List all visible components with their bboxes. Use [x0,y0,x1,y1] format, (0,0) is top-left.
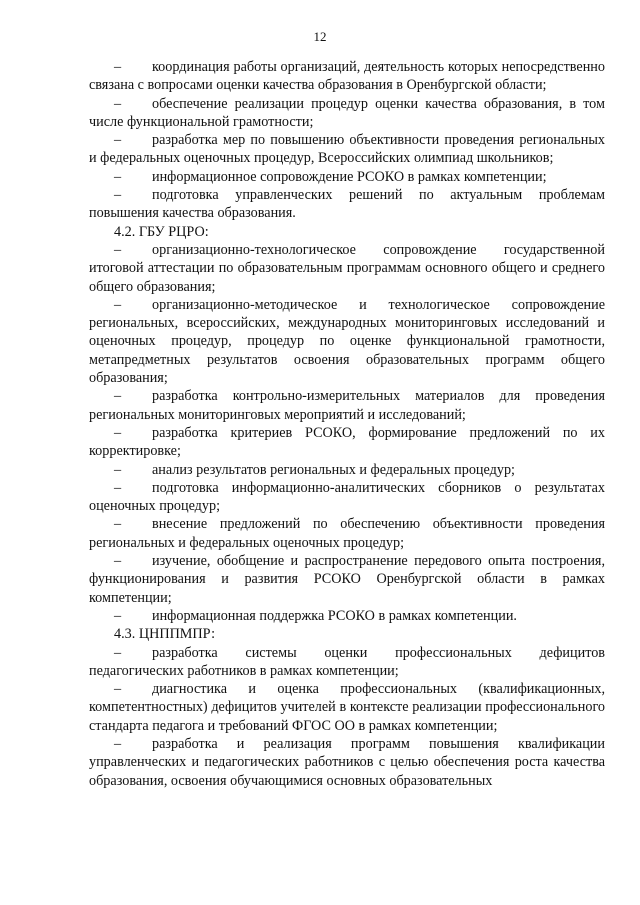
dash-bullet: – [114,296,122,313]
list-item [89,387,605,424]
dash-bullet: – [114,553,122,570]
list-item [89,479,605,516]
list-item [89,515,605,552]
item-text: диагностика и оценка профессиональных (квалификационных, компетентностных) дефицитов учителей в контексте реализации профессионального стандарта педагога и требований ФГОС ОО в рамках компетенции; [89,681,605,734]
dash-bullet: – [114,479,122,496]
list-item [89,607,605,625]
dash-bullet: – [114,168,122,185]
list-item [89,552,605,607]
dash-bullet: – [114,388,122,405]
list-item [89,680,605,735]
dash-bullet: – [114,461,122,478]
dash-bullet: – [114,607,122,624]
item-text: разработка критериев РСОКО, формирование предложений по их корректировке; [89,424,605,460]
list-item [89,241,605,296]
page-number: 12 [313,29,327,44]
item-text: подготовка информационно-аналитических сборников о результатах оценочных процедур; [89,479,605,515]
list-item [89,58,605,95]
document-body [89,58,605,790]
list-item [89,461,605,479]
dash-bullet: – [114,241,122,258]
dash-bullet: – [114,424,122,441]
list-item [89,186,605,223]
list-item [89,296,605,387]
dash-bullet: – [114,735,122,752]
list-item [89,735,605,790]
list-item [89,95,605,132]
item-text: организационно-технологическое сопровождение государственной итоговой аттестации по образовательным программам основного общего и среднего общего образования; [89,241,605,295]
item-text: информационная поддержка РСОКО в рамках компетенции. [152,607,517,624]
item-text: обеспечение реализации процедур оценки качества образования, в том числе функциональной грамотности; [89,95,605,130]
dash-bullet: – [114,95,122,112]
item-text: 4.3. ЦНППМПР: [114,626,216,643]
item-text: организационно-методическое и технологическое сопровождение региональных, всероссийских, международных мониторинговых исследований и оценочных процедур, процедур по оценке функциональной грамотности, метапредметных результатов освоения образовательных программ общего образования; [89,296,605,387]
list-item [89,168,605,186]
dash-bullet: – [114,681,122,698]
item-text: анализ результатов региональных и федеральных процедур; [152,461,515,478]
item-text: разработка контрольно-измерительных материалов для проведения региональных мониторинговых мероприятий и исследований; [89,388,605,423]
list-item [89,424,605,461]
item-text: внесение предложений по обеспечению объективности проведения региональных и федеральных оценочных процедур; [89,516,605,551]
dash-bullet: – [114,59,122,75]
list-item [89,131,605,168]
item-text: разработка и реализация программ повышения квалификации управленческих и педагогических работников с целью обеспечения роста качества образования, освоения обучающимися основных образовательных [89,735,605,789]
dash-bullet: – [114,516,122,533]
section-heading [89,625,605,643]
item-text: 4.2. ГБУ РЦРО: [114,223,209,240]
item-text: разработка системы оценки профессиональных дефицитов педагогических работников в рамках компетенции; [89,644,605,679]
item-text: информационное сопровождение РСОКО в рамках компетенции; [152,168,547,185]
list-item [89,644,605,681]
item-text: подготовка управленческих решений по актуальным проблемам повышения качества образования. [89,187,605,222]
item-text: координация работы организаций, деятельность которых непосредственно связана с вопросами оценки качества образования в Оренбургской области; [89,59,605,94]
item-text: разработка мер по повышению объективности проведения региональных и федеральных оценочных процедур, Всероссийских олимпиад школьников; [89,132,605,167]
dash-bullet: – [114,132,122,149]
section-heading [89,223,605,241]
item-text: изучение, обобщение и распространение передового опыта построения, функционирования и развития РСОКО Оренбургской области в рамках компетенции; [89,553,605,606]
dash-bullet: – [114,187,122,204]
dash-bullet: – [114,644,122,661]
